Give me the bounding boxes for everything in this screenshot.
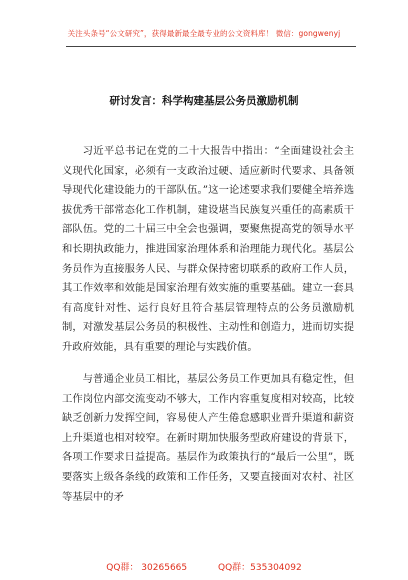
promo-banner: 关注头条号“公文研究”，获得最新最全最专业的公文资料库！ 微信：gongwenyj	[67, 29, 341, 38]
footer-qq-group-2: QQ群：535304092	[218, 563, 302, 573]
body-paragraph-1: 习近平总书记在党的二十大报告中指出：“全面建设社会主义现代化国家，必须有一支政治过硬、适应新时代要求、具备领导现代化建设能力的干部队伍。”这一论述要求我们要健全培养选拔优秀干部常态化工作机制，建设堪当民族复兴重任的高素质干部队伍。党的二十届三中全会也强调，要聚焦提高党的领导水平和长期执政能力，推进国家治理体系和治理能力现代化。基层公务员作为直接服务人民、与群众保持密切联系的政府工作人员，其工作效率和效能是国家治理有效实施的重要基础。建立一套具有高度针对性、运行良好且符合基层管理特点的公务员激励机制，对激发基层公务员的积极性、主动性和创造力，进而切实提升政府效能，具有重要的理论与实践价值。	[62, 145, 354, 353]
header-divider	[66, 46, 356, 47]
body-paragraph-2: 与普通企业员工相比，基层公务员工作更加具有稳定性，但工作岗位内部交流变动不够大，工作内容重复度相对较高，比较缺乏创新力发挥空间，容易使人产生倦怠感职业晋升渠道和薪资上升渠道也相对较窄。在新时期加快服务型政府建设的背景下，各项工作要求日益提高。基层作为政策执行的“最后一公里”，既要落实上级各条线的政策和工作任务，又要直接面对农村、社区等基层中的矛	[62, 373, 354, 503]
footer-contacts	[0, 560, 408, 573]
footer-qq-group-1: QQ群： 30265665	[106, 563, 188, 573]
document-title: 研讨发言：科学构建基层公务员激励机制	[109, 95, 299, 107]
